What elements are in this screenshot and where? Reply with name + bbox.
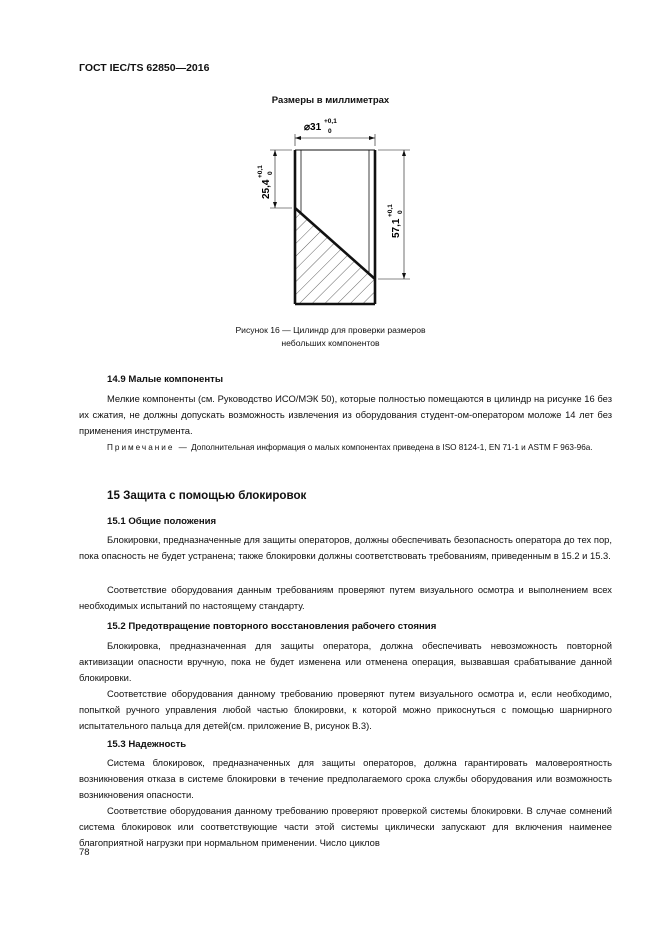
- document-header: ГОСТ IEC/TS 62850—2016: [79, 62, 210, 74]
- note-text: Дополнительная информация о малых компонентах приведена в ISO 8124-1, EN 71-1 и ASTM F 963-96a.: [188, 443, 593, 452]
- section-15-2-paragraph-1: Блокировка, предназначенная для защиты оператора, должна обеспечивать невозможность повторной активизации опасности вручную, пока не будет изменена или отменена операция, вызвавшая срабатывание данной блокировки.: [79, 640, 612, 684]
- section-15-1-paragraph-2: Соответствие оборудования данным требованиям проверяют путем визуального осмотра и выполнением всех необходимых испытаний по настоящему стандарту.: [79, 584, 612, 612]
- dim-diameter-tol-lower: 0: [328, 128, 332, 135]
- dim-right-tol-upper: +0,1: [387, 204, 394, 217]
- dimensions-note: Размеры в миллиметрах: [271, 95, 390, 106]
- section-14-9-title: 14.9 Малые компоненты: [107, 374, 224, 385]
- caption-line-2: небольших компонентов: [281, 338, 380, 348]
- section-15-3-title: 15.3 Надежность: [107, 739, 187, 750]
- dim-left: 25,4: [261, 179, 272, 199]
- page-number: 78: [79, 847, 90, 858]
- figure-caption: [0, 324, 661, 350]
- note-label: Примечание —: [107, 443, 189, 452]
- dim-right: 57,1: [391, 218, 402, 238]
- section-15-2-paragraph-2: Соответствие оборудования данному требованию проверяют путем визуального осмотра и, если необходимо, попыткой ручного управления любой частью блокировки, к которой можно прикоснуться с помощью шарнирного испытательного пальца для детей(см. приложение В, рисунок В.3).: [79, 688, 612, 732]
- dim-left-tol-upper: +0,1: [257, 165, 264, 178]
- section-14-9-paragraph: Мелкие компоненты (см. Руководство ИСО/МЭК 50), которые полностью помещаются в цилиндр на рисунке 16 без их сжатия, не должны допускать возможность извлечения из оборудования студент-ом-оператором моложе 14 лет без применения инструмента.: [79, 393, 612, 437]
- section-15-1-title: 15.1 Общие положения: [107, 516, 217, 527]
- cylinder-drawing: [240, 108, 430, 308]
- section-14-9-note: [79, 441, 612, 456]
- section-15-1-paragraph-1: Блокировки, предназначенные для защиты операторов, должны обеспечивать безопасность оператора до тех пор, пока опасность не будет устранена; также блокировки должны соответствовать требованиям, приведенным в 15.2 и 15.3.: [79, 534, 612, 562]
- section-15-3-paragraph-1: Система блокировок, предназначенных для защиты операторов, должна гарантировать маловероятность возникновения отказа в системе блокировки в течение предполагаемого срока службы оборудования или возможность возникновения опасности.: [79, 757, 612, 801]
- dim-left-tol-lower: 0: [267, 171, 274, 175]
- hatched-section: [296, 210, 374, 304]
- section-15-title: 15 Защита с помощью блокировок: [107, 489, 307, 502]
- section-15-3-paragraph-2: Соответствие оборудования данному требованию проверяют проверкой системы блокировки. В случае сомнений система блокировок или соответствующие части этой системы циклически запускают для включения наименее благоприятной нагрузки при нормальном применении. Число циклов: [79, 805, 612, 849]
- section-15-2-title: 15.2 Предотвращение повторного восстановления рабочего стояния: [107, 621, 437, 632]
- dim-right-tol-lower: 0: [397, 210, 404, 214]
- dim-diameter: ⌀31: [304, 122, 322, 133]
- caption-line-1: Рисунок 16 — Цилиндр для проверки размеров: [235, 325, 426, 335]
- dim-diameter-tol-upper: +0,1: [324, 118, 337, 125]
